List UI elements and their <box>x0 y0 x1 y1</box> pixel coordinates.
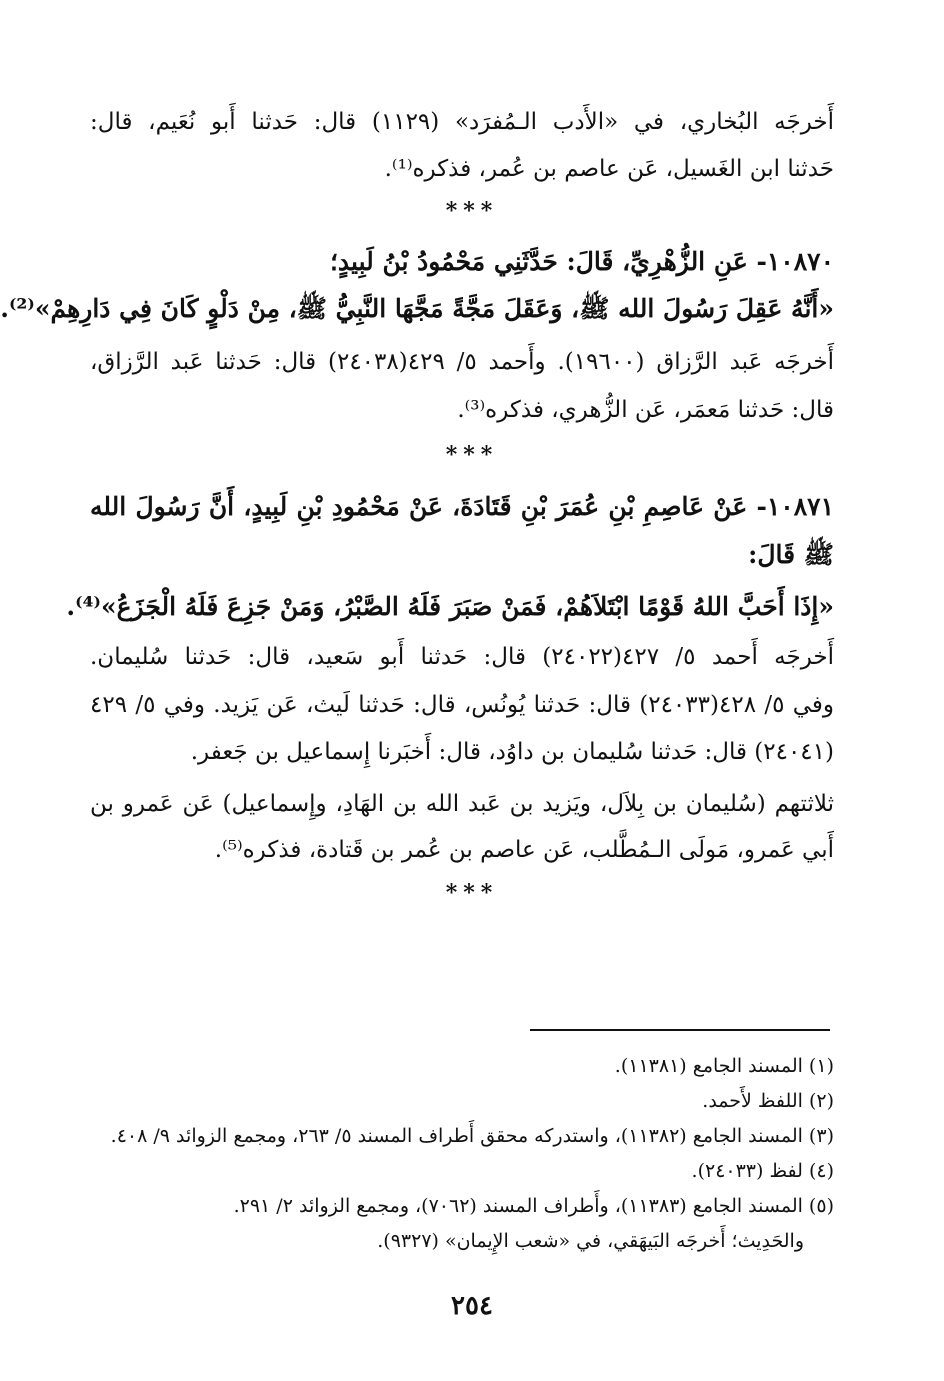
takhrij-line: ثلاثتهم (سُليمان بن بِلاَل، ويَزيد بن عَبد الله بن الهَادِ، وإِسماعيل) عَن عَمرو بن <box>90 791 834 817</box>
section-separator: *** <box>445 198 499 224</box>
takhrij-line: أَبي عَمرو، مَولَى الـمُطَّلب، عَن عاصم بن عُمر بن قَتادة، فذكره⁽⁵⁾. <box>214 837 834 863</box>
page-number: ٢٥٤ <box>451 1291 493 1321</box>
section-separator: *** <box>445 880 499 906</box>
section-separator: *** <box>445 442 499 468</box>
takhrij-line: حَدثنا ابن الغَسيل، عَن عاصم بن عُمر، فذكره⁽¹⁾. <box>384 156 834 182</box>
footnote: (٥) المسند الجامع (١١٣٨٣)، وأَطراف المسند (٧٠٦٢)، ومجمع الزوائد ٢/ ٢٩١. <box>233 1195 834 1217</box>
hadith-text: «إِذَا أَحَبَّ اللهُ قَوْمًا ابْتَلاَهُمْ، فَمَنْ صَبَرَ فَلَهُ الصَّبْرُ، وَمَنْ جَزِعَ فَلَهُ الْجَزَعُ»⁽⁴⁾. <box>66 592 834 621</box>
hadith-heading: ١٠٨٧١- عَنْ عَاصِمِ بْنِ عُمَرَ بْنِ قَتَادَةَ، عَنْ مَحْمُودِ بْنِ لَبِيدٍ، أَنَّ رَسُولَ الله <box>90 492 834 521</box>
takhrij-line: أَخرجَه البُخاري، في «الأَدب الـمُفرَد» (١١٢٩) قال: حَدثنا أَبو نُعَيم، قال: <box>90 109 835 135</box>
footnote: (١) المسند الجامع (١١٣٨١). <box>614 1055 834 1077</box>
takhrij-line: أَخرجَه أَحمد ٥/ ٤٢٧(٢٤٠٢٢) قال: حَدثنا أَبو سَعيد، قال: حَدثنا سُليمان. <box>90 644 835 670</box>
footnote: (٢) اللفظ لأَحمد. <box>702 1090 834 1112</box>
takhrij-line: قال: حَدثنا مَعمَر، عَن الزُّهري، فذكره⁽³⁾. <box>457 397 834 423</box>
hadith-heading: ١٠٨٧٠- عَنِ الزُّهْرِيِّ، قَالَ: حَدَّثَنِي مَحْمُودُ بْنُ لَبِيدٍ؛ <box>329 247 834 276</box>
takhrij-line: أَخرجَه عَبد الرَّزاق (١٩٦٠٠). وأَحمد ٥/ ٤٢٩(٢٤٠٣٨) قال: حَدثنا عَبد الرَّزاق، <box>90 349 835 375</box>
footnote-rule <box>530 1029 830 1031</box>
footnote: والحَدِيث؛ أَخرجَه البَيهَقي، في «شعب الإِيمان» (٩٣٢٧). <box>377 1230 804 1252</box>
footnote: (٤) لفظ (٢٤٠٣٣). <box>691 1160 834 1182</box>
footnote: (٣) المسند الجامع (١١٣٨٢)، واستدركه محقق أَطراف المسند ٥/ ٢٦٣، ومجمع الزوائد ٩/ ٤٠٨. <box>110 1125 834 1147</box>
hadith-text: «أَنَّهُ عَقِلَ رَسُولَ الله ﷺ، وَعَقَلَ مَجَّةً مَجَّهَا النَّبِيُّ ﷺ، مِنْ دَلْوٍ كَانَ فِي دَارِهِمْ»⁽²⁾. <box>0 294 834 323</box>
hadith-heading: ﷺ قَالَ: <box>748 540 834 569</box>
takhrij-line: وفي ٥/ ٤٢٨(٢٤٠٣٣) قال: حَدثنا يُونُس، قال: حَدثنا لَيث، عَن يَزيد. وفي ٥/ ٤٢٩ <box>90 692 834 718</box>
takhrij-line: (٢٤٠٤١) قال: حَدثنا سُليمان بن داوُد، قال: أَخبَرنا إِسماعيل بن جَعفر. <box>190 739 834 765</box>
